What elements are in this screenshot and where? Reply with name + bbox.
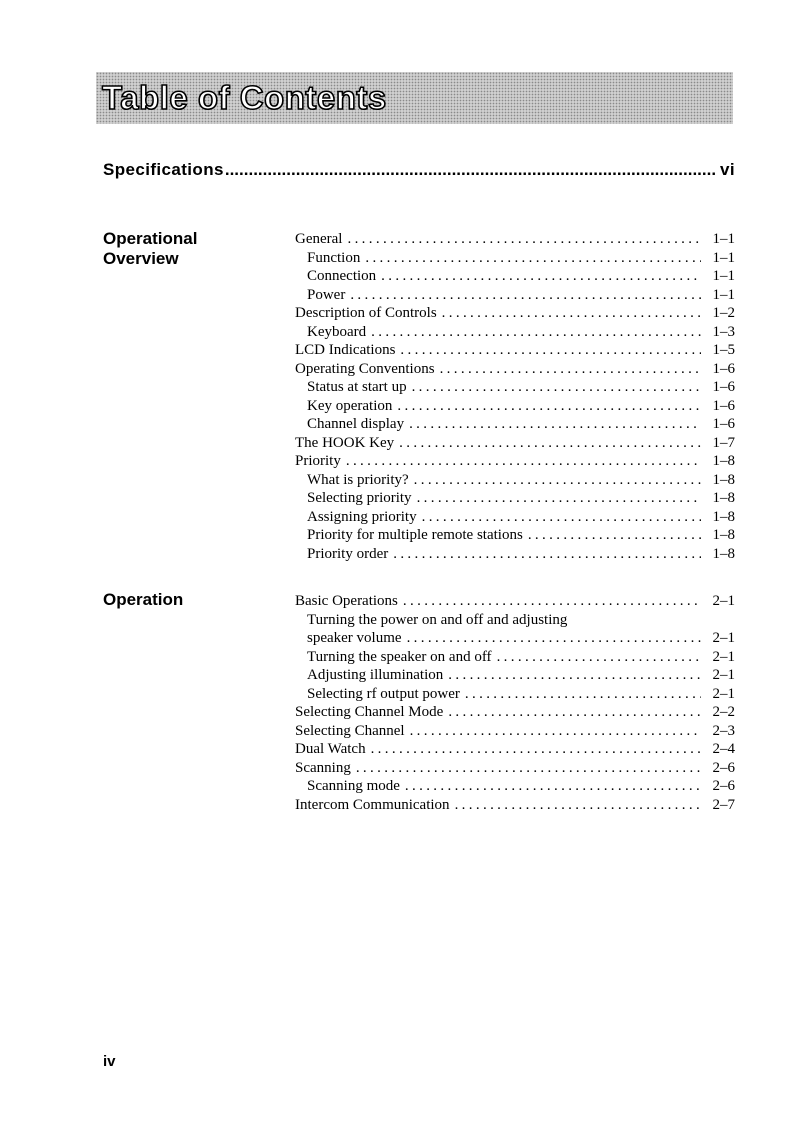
dot-leader xyxy=(356,759,701,778)
dot-leader xyxy=(403,592,701,611)
dot-leader xyxy=(405,777,701,796)
dot-leader xyxy=(442,304,701,323)
toc-entry-page: 1–5 xyxy=(712,342,735,358)
toc-entry-label: Connection xyxy=(307,268,377,284)
toc-entry[interactable] xyxy=(295,267,735,286)
toc-entry[interactable] xyxy=(295,471,735,490)
dot-leader xyxy=(346,452,701,471)
toc-entry-label: Operating Conventions xyxy=(295,360,435,377)
toc-entry-label: Selecting rf output power xyxy=(307,685,460,702)
dot-leader xyxy=(465,685,701,704)
dot-leader xyxy=(409,415,701,434)
toc-entry[interactable] xyxy=(295,508,735,527)
dot-leader xyxy=(397,397,701,416)
toc-entry-page: 2–1 xyxy=(712,667,735,683)
dot-leader xyxy=(371,740,701,759)
toc-entry[interactable] xyxy=(295,360,735,379)
toc-entry-page: 2–1 xyxy=(712,648,735,665)
section-heading-line: Operation xyxy=(103,590,184,609)
toc-entry-page: vi xyxy=(720,160,735,179)
toc-entry-page: 1–6 xyxy=(712,360,735,377)
toc-entry-specifications[interactable] xyxy=(103,160,735,186)
toc-entry-label: Function xyxy=(307,249,361,266)
toc-entry[interactable] xyxy=(295,629,735,648)
toc-entry-label: Scanning mode xyxy=(307,778,400,794)
toc-entry-label: Scanning xyxy=(295,759,351,776)
dot-leader xyxy=(381,267,701,286)
toc-entry-page: 1–8 xyxy=(712,527,735,543)
title-banner xyxy=(96,72,733,124)
page-title: Table of Contents xyxy=(102,79,387,116)
toc-entry-label: Selecting Channel Mode xyxy=(295,704,444,720)
toc-entry[interactable] xyxy=(295,230,735,249)
toc-entry-label: Turning the power on and off and adjusting xyxy=(307,611,568,628)
dot-leader xyxy=(455,796,701,815)
toc-entry-label: Description of Controls xyxy=(295,305,437,321)
toc-entry[interactable] xyxy=(295,685,735,704)
toc-entry[interactable] xyxy=(295,526,735,545)
toc-entry-label: Selecting priority xyxy=(307,490,412,506)
toc-entry-page: 1–1 xyxy=(712,231,735,247)
dot-leader xyxy=(347,230,701,249)
toc-entry[interactable] xyxy=(295,341,735,360)
toc-entry-label: speaker volume xyxy=(307,630,402,646)
toc-entry-page: 1–1 xyxy=(712,249,735,266)
dot-leader xyxy=(399,434,701,453)
toc-entry[interactable] xyxy=(295,611,735,630)
toc-entry[interactable] xyxy=(295,415,735,434)
section-heading-operation xyxy=(103,590,183,610)
dot-leader xyxy=(400,341,701,360)
toc-entry-page: 1–3 xyxy=(712,323,735,340)
toc-entry[interactable] xyxy=(295,249,735,268)
dot-leader xyxy=(393,545,701,564)
toc-entry[interactable] xyxy=(295,759,735,778)
toc-entry-label: Specifications xyxy=(103,160,224,179)
toc-entry[interactable] xyxy=(295,489,735,508)
toc-entry-page: 1–6 xyxy=(712,397,735,414)
section-heading-line: Overview xyxy=(103,249,179,268)
toc-entry-label: Basic Operations xyxy=(295,593,398,609)
toc-entry[interactable] xyxy=(295,452,735,471)
toc-entry[interactable] xyxy=(295,304,735,323)
toc-entry[interactable] xyxy=(295,703,735,722)
section-heading-line: Operational xyxy=(103,229,198,248)
dot-leader xyxy=(528,526,701,545)
toc-entry-page: 2–4 xyxy=(712,741,735,757)
toc-entry-page: 1–6 xyxy=(712,379,735,395)
dot-leader xyxy=(371,323,701,342)
dot-leader xyxy=(448,703,701,722)
toc-entry[interactable] xyxy=(295,722,735,741)
toc-entry-label: Dual Watch xyxy=(295,741,366,757)
toc-entry-page: 2–1 xyxy=(712,593,735,609)
toc-entry-label: General xyxy=(295,231,343,247)
toc-entry-label: Selecting Channel xyxy=(295,722,405,739)
toc-entry-label: Turning the speaker on and off xyxy=(307,648,492,665)
toc-entry[interactable] xyxy=(295,777,735,796)
dot-leader xyxy=(448,666,701,685)
toc-entry-page: 1–8 xyxy=(712,490,735,506)
toc-entry-page: 1–8 xyxy=(712,471,735,488)
toc-entry-page: 2–6 xyxy=(712,778,735,794)
toc-entry-page: 2–1 xyxy=(712,685,735,702)
toc-entry-label: Intercom Communication xyxy=(295,796,450,813)
dot-leader xyxy=(365,249,701,268)
toc-entry-page: 2–2 xyxy=(712,704,735,720)
dot-leader xyxy=(410,722,701,741)
toc-entry-page: 1–2 xyxy=(712,305,735,321)
toc-entry-page: 1–8 xyxy=(712,508,735,525)
toc-entry-page: 2–7 xyxy=(712,796,735,813)
toc-entry[interactable] xyxy=(295,648,735,667)
page-number: iv xyxy=(103,1053,116,1070)
toc-entry-page: 1–1 xyxy=(712,268,735,284)
toc-entry[interactable] xyxy=(295,434,735,453)
toc-entry[interactable] xyxy=(295,378,735,397)
toc-entry-page: 1–8 xyxy=(712,545,735,562)
toc-entry-page: 1–7 xyxy=(712,434,735,451)
toc-entry-label: Key operation xyxy=(307,397,393,414)
toc-entry-page: 1–1 xyxy=(712,286,735,303)
toc-entry-label: Channel display xyxy=(307,416,405,432)
toc-entry-label: Power xyxy=(307,286,346,303)
toc-entry-page: 2–6 xyxy=(712,759,735,776)
section-heading-operational-overview xyxy=(103,229,197,269)
toc-entry-label: What is priority? xyxy=(307,471,409,488)
dot-leader xyxy=(412,378,701,397)
toc-entry-page: 2–1 xyxy=(712,630,735,646)
toc-entry-label: Status at start up xyxy=(307,379,407,395)
toc-entry[interactable] xyxy=(295,286,735,305)
dot-leader xyxy=(417,489,701,508)
toc-entry-label: Priority order xyxy=(307,545,389,562)
dot-leader xyxy=(422,508,701,527)
toc-entry[interactable] xyxy=(295,592,735,611)
dot-leader xyxy=(414,471,701,490)
toc-entry[interactable] xyxy=(295,666,735,685)
dot-leader xyxy=(497,648,701,667)
toc-entry[interactable] xyxy=(295,323,735,342)
toc-entry[interactable] xyxy=(295,545,735,564)
toc-entry[interactable] xyxy=(295,796,735,815)
dot-leader xyxy=(225,160,717,180)
toc-entry-label: Keyboard xyxy=(307,323,367,340)
toc-entry-page: 1–6 xyxy=(712,416,735,432)
toc-entry-label: Priority for multiple remote stations xyxy=(307,527,523,543)
dot-leader xyxy=(350,286,701,305)
dot-leader xyxy=(407,629,701,648)
toc-list-operation xyxy=(295,592,735,814)
toc-entry-label: Adjusting illumination xyxy=(307,667,444,683)
dot-leader xyxy=(440,360,701,379)
toc-entry-label: LCD Indications xyxy=(295,342,396,358)
toc-entry-label: The HOOK Key xyxy=(295,434,395,451)
toc-entry[interactable] xyxy=(295,397,735,416)
toc-entry-label: Priority xyxy=(295,453,341,469)
toc-entry-page: 1–8 xyxy=(712,453,735,469)
toc-entry[interactable] xyxy=(295,740,735,759)
toc-entry-page: 2–3 xyxy=(712,722,735,739)
toc-entry-label: Assigning priority xyxy=(307,508,417,525)
toc-list-operational-overview xyxy=(295,230,735,563)
